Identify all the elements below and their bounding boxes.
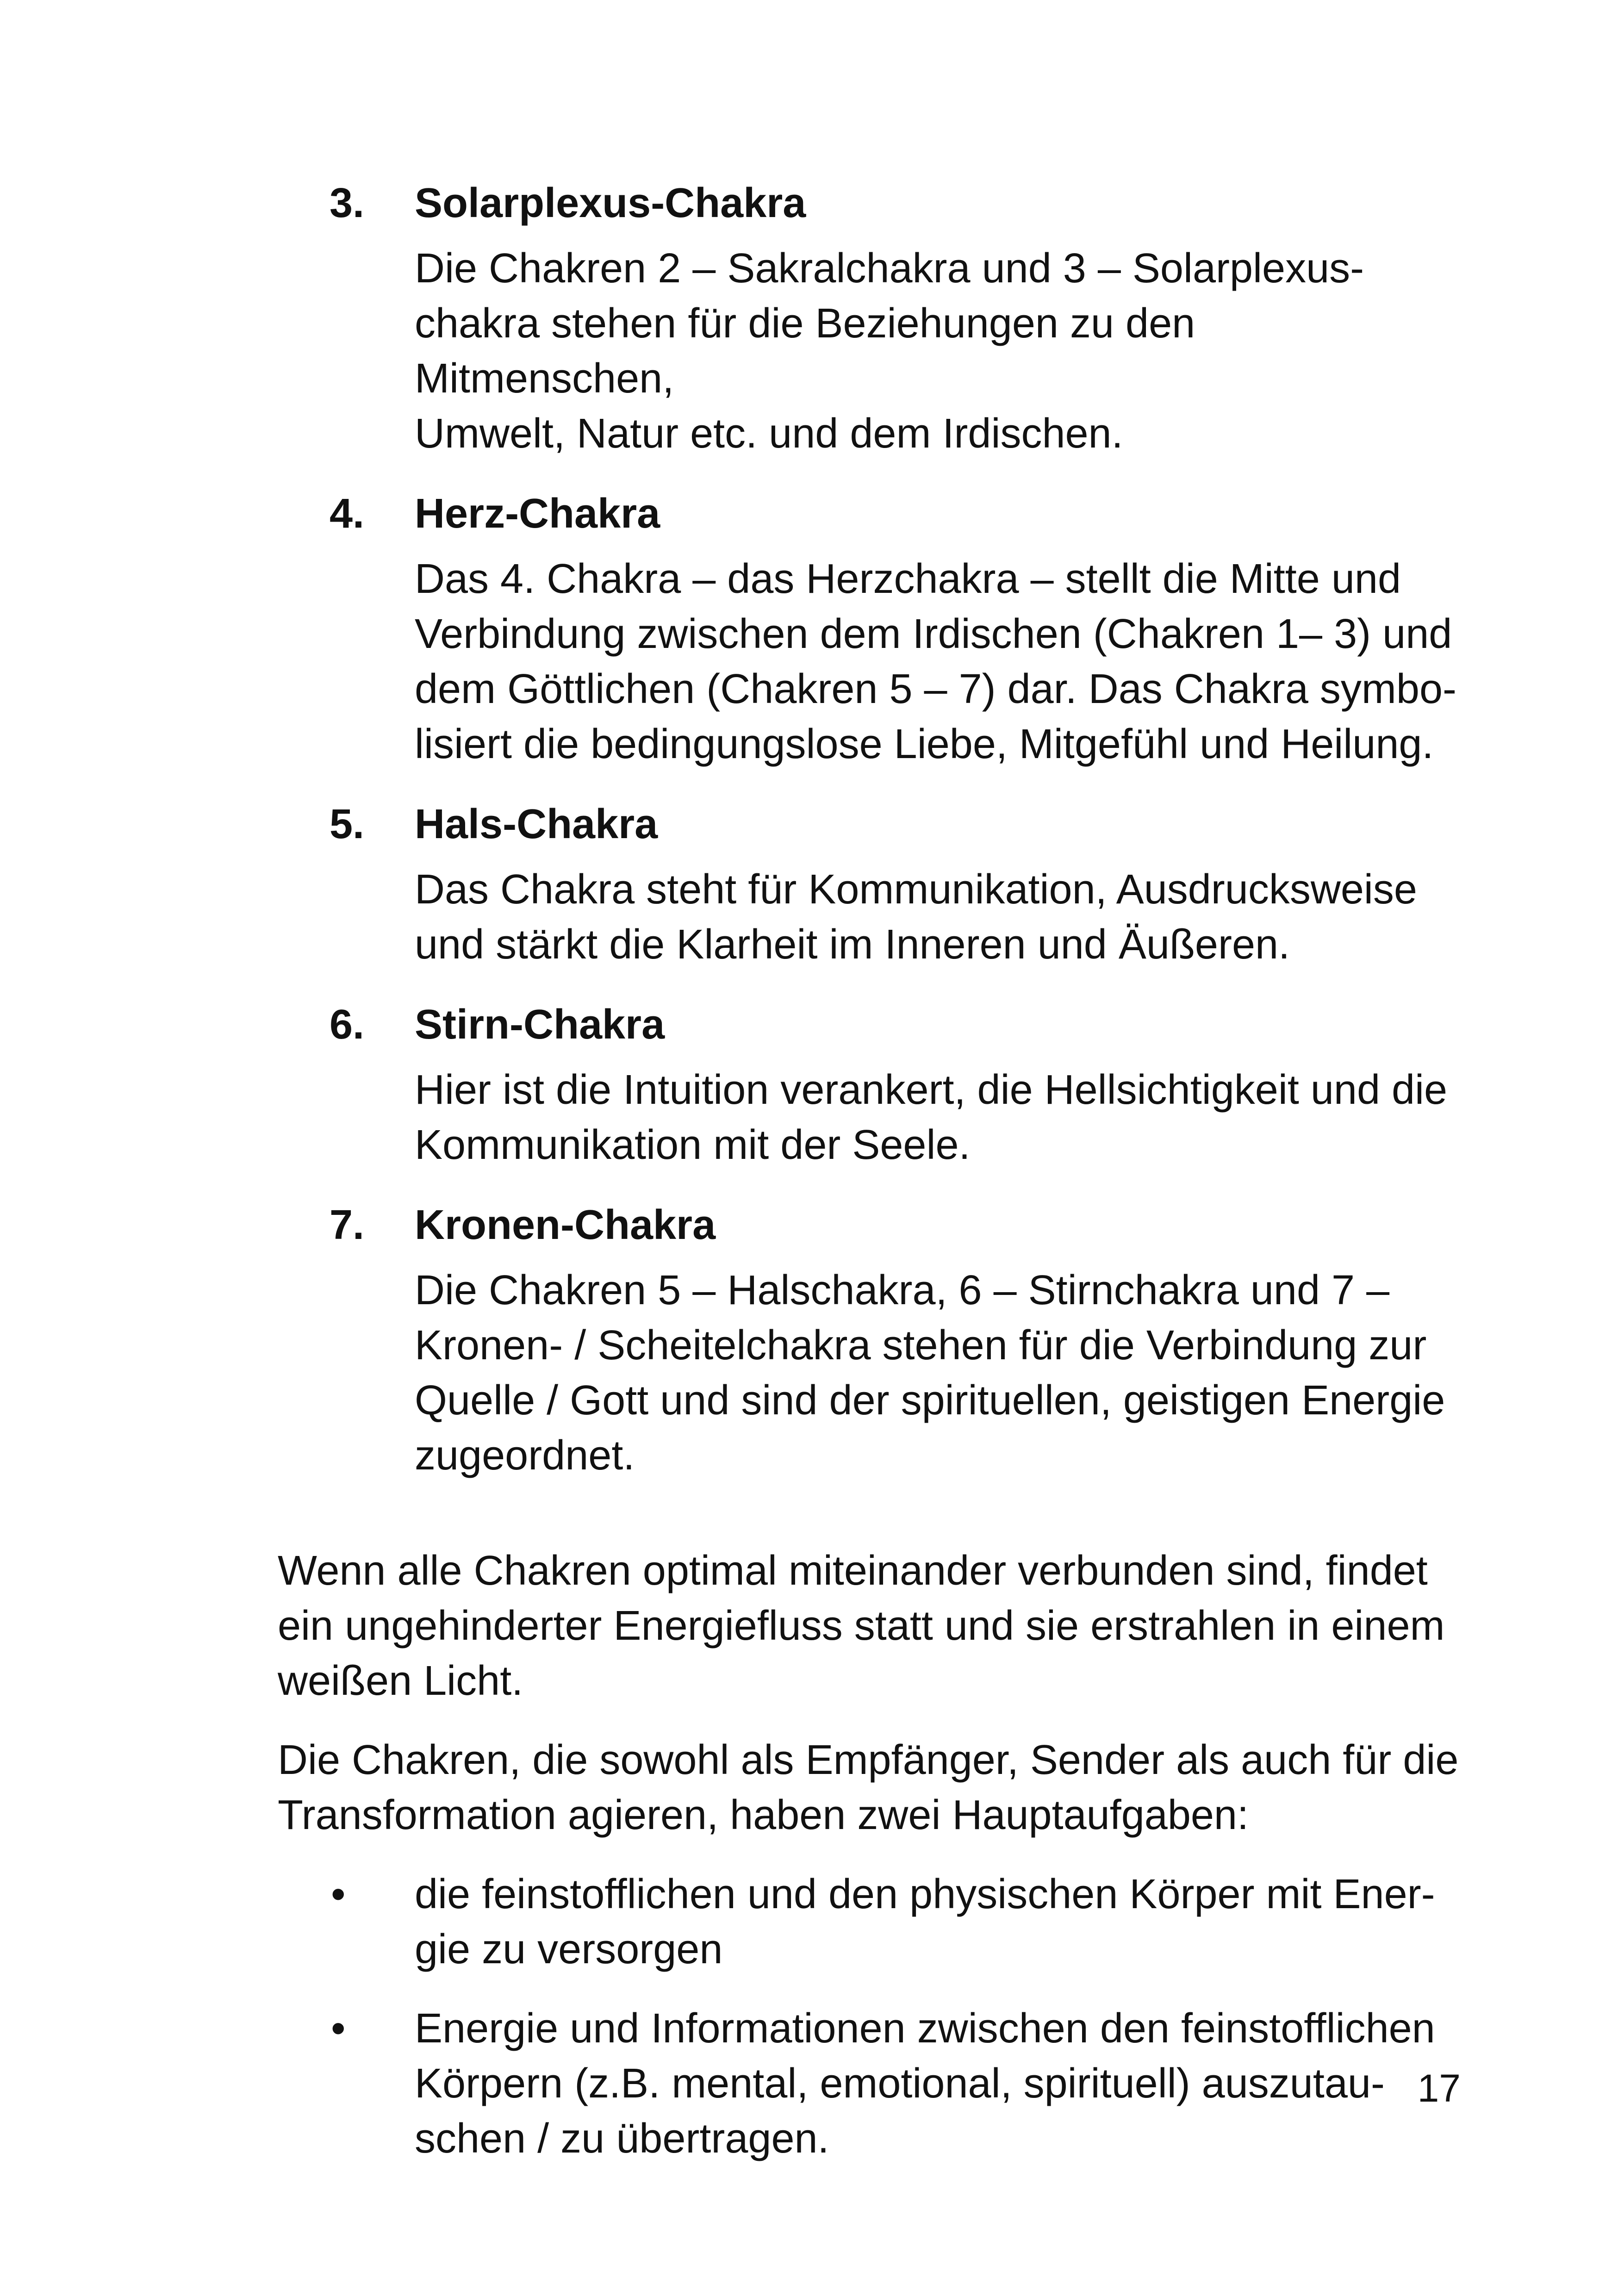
text-line: schen / zu übertragen. — [415, 2116, 829, 2162]
item-heading: Kronen-Chakra — [415, 1202, 716, 1248]
text-line: chakra stehen für die Beziehungen zu den Mitmenschen, — [415, 300, 1195, 402]
bullet-marker: • — [331, 1871, 346, 1917]
text-line: Hier ist die Intuition verankert, die Hellsichtigkeit und die — [415, 1067, 1448, 1113]
item-heading: Hals-Chakra — [415, 801, 658, 847]
chakra-item — [278, 797, 1462, 972]
item-number: 6. — [330, 1002, 365, 1048]
text-line: Die Chakren, die sowohl als Empfänger, Sender als auch für die — [278, 1737, 1459, 1783]
item-body — [415, 862, 1462, 972]
item-number: 7. — [330, 1202, 365, 1248]
bullet-item — [278, 1867, 1462, 1977]
text-line: Energie und Informationen zwischen den feinstofflichen — [415, 2005, 1435, 2052]
item-heading: Herz-Chakra — [415, 491, 660, 537]
text-line: Kronen- / Scheitelchakra stehen für die Verbindung zur — [415, 1322, 1427, 1369]
chakra-item — [278, 486, 1462, 772]
text-line: Das Chakra steht für Kommunikation, Ausdrucksweise — [415, 866, 1417, 913]
text-line: Wenn alle Chakren optimal miteinander verbunden sind, findet — [278, 1548, 1428, 1594]
bullet-marker: • — [331, 2005, 346, 2052]
text-block — [278, 176, 1462, 2190]
text-line: dem Göttlichen (Chakren 5 – 7) dar. Das Chakra symbo- — [415, 666, 1456, 712]
item-number: 4. — [330, 491, 365, 537]
chakra-item — [278, 1198, 1462, 1483]
text-line: Quelle / Gott und sind der spirituellen, geistigen Energie — [415, 1377, 1445, 1424]
body-paragraph — [278, 1733, 1462, 1843]
item-heading: Stirn-Chakra — [415, 1002, 665, 1048]
item-heading: Solarplexus-Chakra — [415, 180, 806, 226]
text-line: Transformation agieren, haben zwei Hauptaufgaben: — [278, 1792, 1249, 1838]
text-line: Umwelt, Natur etc. und dem Irdischen. — [415, 411, 1123, 457]
text-line: Kommunikation mit der Seele. — [415, 1122, 971, 1168]
bullet-item — [278, 2001, 1462, 2166]
text-line: gie zu versorgen — [415, 1926, 723, 1972]
item-body — [415, 1063, 1462, 1173]
page-number: 17 — [1417, 2066, 1461, 2110]
text-line: Die Chakren 5 – Halschakra, 6 – Stirnchakra und 7 – — [415, 1267, 1390, 1313]
item-number: 3. — [330, 180, 365, 226]
text-line: Die Chakren 2 – Sakralchakra und 3 – Solarplexus- — [415, 245, 1364, 292]
item-body — [415, 1263, 1462, 1483]
chakra-item — [278, 176, 1462, 461]
text-line: und stärkt die Klarheit im Inneren und Äußeren. — [415, 921, 1290, 968]
text-line: weißen Licht. — [278, 1658, 523, 1704]
text-line: die feinstofflichen und den physischen Körper mit Ener- — [415, 1871, 1435, 1917]
text-line: lisiert die bedingungslose Liebe, Mitgefühl und Heilung. — [415, 721, 1434, 767]
text-line: Verbindung zwischen dem Irdischen (Chakren 1– 3) und — [415, 611, 1452, 657]
chakra-item — [278, 997, 1462, 1173]
text-line: Körpern (z.B. mental, emotional, spirituell) auszutau- — [415, 2060, 1385, 2107]
text-line: zugeordnet. — [415, 1432, 635, 1479]
item-number: 5. — [330, 801, 365, 847]
item-body — [415, 552, 1462, 772]
item-body — [415, 241, 1462, 461]
text-line: Das 4. Chakra – das Herzchakra – stellt die Mitte und — [415, 556, 1401, 602]
body-paragraph — [278, 1543, 1462, 1709]
text-line: ein ungehinderter Energiefluss statt und sie erstrahlen in einem — [278, 1603, 1445, 1649]
